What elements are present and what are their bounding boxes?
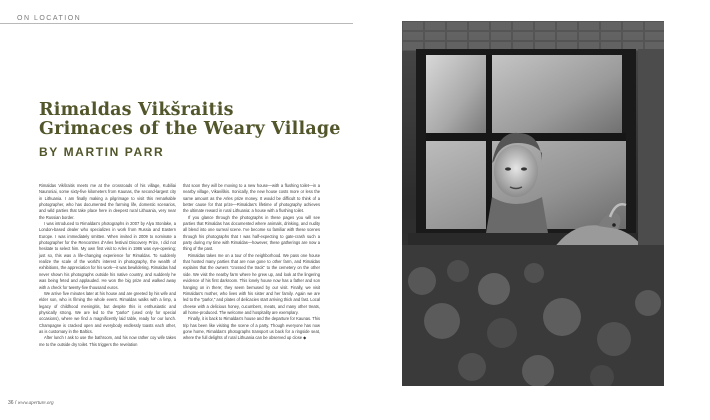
article-title [39, 101, 341, 139]
body-column-2 [183, 183, 320, 342]
photograph-icon [402, 21, 664, 386]
section-label: ON LOCATION [13, 15, 85, 22]
section-rule [0, 23, 353, 24]
paragraph: We arrive five minutes later at his house and are greeted by his wife and elder son, who is filming the whole event. Rimaldas walks with a limp, a legacy of childhood meningitis, but despite this is enthusiastic and physically strong. We are led to the "parlor" (used only for special occasions), where we find a magnificently laid table, ready for our lunch. Champagne is cracked open and everybody endlessly toasts each other, as is customary in the Baltics. [39, 290, 176, 334]
paragraph: After lunch I ask to use the bathroom, and his now rather coy wife takes me to the outside dry toilet. This triggers the revelation [39, 335, 176, 347]
title-line-2: Grimaces of the Weary Village [39, 119, 341, 139]
title-line-1: Rimaldas Vikšraitis [39, 100, 234, 120]
footer-url: www.aperture.org [17, 401, 54, 406]
paragraph: If you glance through the photographs in these pages you will see parties that Rimaldas has documented where animals, drinking, and nudity all blend into one surreal scene. I've become so familiar with these scenes through his photographs that I was half-expecting to gate-crash such a party during my time with Rimaldas—however, these gatherings are now a thing of the past. [183, 214, 320, 252]
paragraph: Finally, it is back to Rimaldas's house and the departure for Kaunas. This trip has been like visiting the scene of a party. Though everyone has now gone home, Rimaldas's photographs transport us back for a ringside seat, where the full delights of rural Lithuania can be observed up close ◆ [183, 316, 320, 341]
paragraph: that soon they will be moving to a new house—with a flushing toilet—in a nearby village, Vikaviškis. Ironically, the new house costs more or less the same amount as the Arles prize money. It would be difficult to think of a better cause for that prize—Rimaldas's lifetime of photography achieves the ultimate reward in rural Lithuania: a house with a flushing toilet. [183, 183, 320, 214]
byline: BY MARTIN PARR [39, 145, 165, 159]
photograph-window-portrait [402, 21, 664, 386]
paragraph: I was introduced to Rimaldas's photographs in 2007 by Alya Stonlake, a London-based dealer who specializes in work from Russia and Eastern Europe. I was immediately smitten. When invited in 2009 to nominate a photographer for the Rencontres d'Arles festival Discovery Prize, I did not hesitate to select him. My own first visit to Arles in 1986 was eye-opening; just so, this was a life-changing experience for Rimaldas. To suddenly realize the scale of the world's interest in photography, the wealth of exhibitions, the appreciation for his work—it was bewildering. Rimaldas had never shown his photographs outside his native country, and suddenly he was being feted and applauded. He won the big prize and walked away with a check for twenty-five thousand euros. [39, 221, 176, 290]
page-number: 36 [8, 400, 14, 406]
body-column-1 [39, 183, 176, 348]
paragraph: Rimaldas Vikšraitis meets me at the crossroads of his village, Kubiliai Nauroniai, some sixty-five kilometers from Kaunas, the second-largest city in Lithuania. I am finally making a pilgrimage to visit this remarkable photographer, who has documented the farming life, domestic scenarios, and wild parties that take place here in deepest rural Lithuania, very near the Russian border. [39, 183, 176, 220]
paragraph: Rimaldas takes me on a tour of the neighborhood. We pass one house that hosted many parties that are now gone to other farm, and Rimaldas explains that the owners "crossed the track" to the cemetery on the other side. We visit the nearby farm where he grew up, and look at the lingering evidence of his first darkroom. This lonely house now has a father and son hanging on in there; they seem bemused by our visit. Finally, we visit Rimaldas's mother, who lives with his sister and her family. Again we are led to the "parlor," and plates of delicacies start arriving thick and fast. Local cheese with a delicious honey, cucumbers, meats, and many other treats, all home-produced. The welcome and hospitality are exemplary. [183, 252, 320, 315]
page-footer: 36 / www.aperture.org [8, 400, 54, 406]
